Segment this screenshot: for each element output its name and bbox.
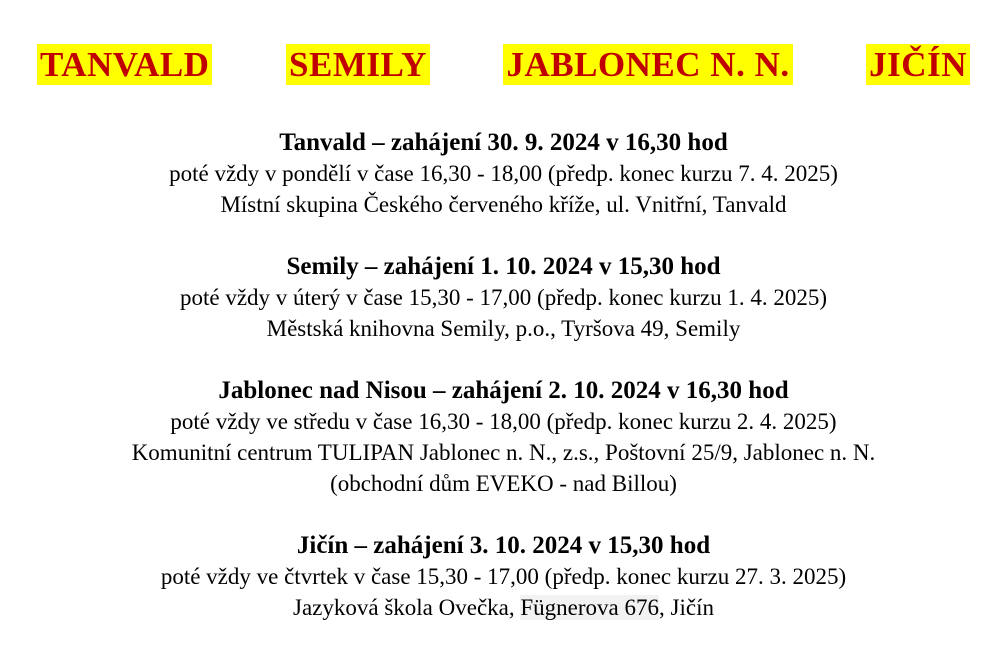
flyer-page [0,44,1007,670]
section-venue: Komunitní centrum TULIPAN Jablonec n. N., z.s., Poštovní 25/9, Jablonec n. N. [131,440,876,465]
city-highlight-jablonec: JABLONEC N. N. [503,44,792,85]
section-schedule: poté vždy ve čtvrtek v čase 15,30 - 17,00 (předp. konec kurzu 27. 3. 2025) [160,564,847,589]
city-highlight-semily: SEMILY [286,44,430,85]
section-schedule: poté vždy ve středu v čase 16,30 - 18,00 (předp. konec kurzu 2. 4. 2025) [170,409,837,434]
city-highlight-jicin: JIČÍN [866,44,970,85]
section-tanvald [0,127,1007,220]
venue-suffix: , Jičín [659,595,714,620]
section-title: Semily – zahájení 1. 10. 2024 v 15,30 hod [286,253,721,280]
section-schedule: poté vždy v pondělí v čase 16,30 - 18,00 (předp. konec kurzu 7. 4. 2025) [169,161,838,186]
section-venue-note: (obchodní dům EVEKO - nad Billou) [330,471,677,496]
section-schedule: poté vždy v úterý v čase 15,30 - 17,00 (předp. konec kurzu 1. 4. 2025) [179,285,828,310]
section-semily [0,251,1007,344]
section-venue: Místní skupina Českého červeného kříže, ul. Vnitřní, Tanvald [220,192,787,217]
venue-highlighted-text: Fügnerova 676 [520,595,660,620]
section-venue [0,592,1007,623]
city-highlight-tanvald: TANVALD [37,44,212,85]
section-jicin [0,530,1007,623]
city-header-row [0,44,1007,85]
venue-prefix: Jazyková škola Ovečka, [293,595,521,620]
section-title: Jičín – zahájení 3. 10. 2024 v 15,30 hod [296,532,711,559]
section-title: Tanvald – zahájení 30. 9. 2024 v 16,30 hod [279,129,728,156]
section-title: Jablonec nad Nisou – zahájení 2. 10. 2024 v 16,30 hod [218,377,789,404]
section-venue: Městská knihovna Semily, p.o., Tyršova 49, Semily [266,316,741,341]
section-jablonec [0,375,1007,499]
